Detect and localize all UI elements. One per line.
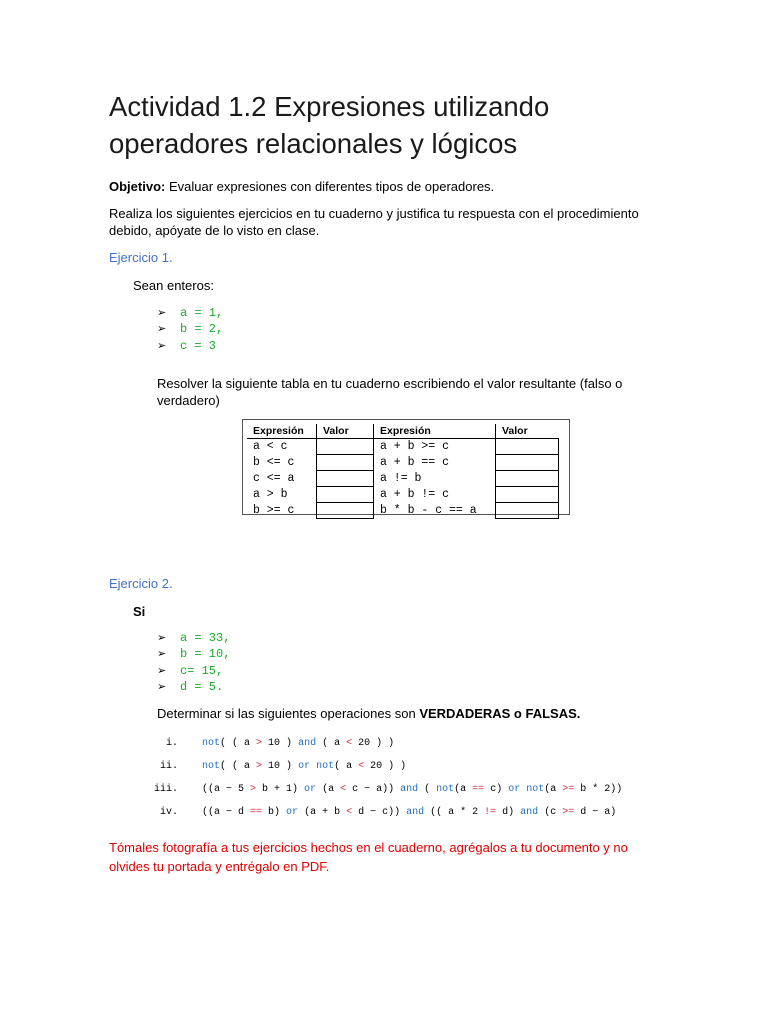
table-cell-value (317, 455, 374, 471)
instructions-line-2: debido, apóyate de lo visto en clase. (109, 223, 320, 238)
table-cell-value (317, 471, 374, 487)
exercise-1-bullets (157, 305, 223, 354)
table-cell-value (496, 503, 559, 519)
operation-expression: not( ( a > 10 ) or not( a < 20 ) ) (202, 761, 407, 772)
table-cell-expression: b * b - c == a (374, 503, 496, 519)
title-line-1: Actividad 1.2 Expresiones utilizando (109, 91, 550, 122)
bullet-item: ➢ a = 1, (157, 306, 224, 320)
table-cell-value (496, 471, 559, 487)
table-cell-expression: c <= a (253, 472, 295, 485)
header-value: Valor (317, 424, 374, 439)
operation-item: ii. (159, 761, 178, 772)
operation-item: i. (165, 738, 178, 749)
instructions-line-1: Realiza los siguientes ejercicios en tu cuaderno y justifica tu respuesta con el procedimiento (109, 206, 639, 221)
arrow-bullet-icon: ➢ (157, 647, 167, 661)
footer-note (109, 838, 669, 876)
task-bold-text: VERDADERAS o FALSAS. (419, 706, 581, 721)
arrow-bullet-icon: ➢ (157, 663, 167, 677)
objective (109, 178, 494, 195)
table-row (247, 503, 558, 519)
task-line-1: Resolver la siguiente tabla en tu cuaderno escribiendo el valor resultante (falso o (157, 376, 623, 391)
bullet-item: ➢ b = 2, (157, 322, 224, 337)
objective-label: Objetivo: (109, 179, 166, 194)
header-value: Valor (496, 424, 559, 439)
exercise-2-intro: Si (133, 604, 146, 619)
arrow-bullet-icon: ➢ (157, 631, 167, 644)
header-expression: Expresión (247, 424, 317, 439)
table-cell-expression: a > b (253, 488, 288, 501)
operation-item: iii. (153, 784, 178, 795)
exercise-1-task (157, 375, 657, 409)
bullet-item: ➢ c= 15, (157, 663, 224, 678)
table-cell-value (496, 455, 559, 471)
table-cell-expression: b <= c (253, 456, 295, 469)
operation-expression: ((a − d == b) or (a + b < d − c)) and (( a * 2 != d) and (c >= d − a) (202, 807, 617, 818)
expressions-table (242, 419, 570, 515)
arrow-bullet-icon: ➢ (157, 679, 167, 693)
table-row (247, 439, 558, 455)
table-cell-expression: a != b (374, 471, 496, 487)
header-expression: Expresión (374, 424, 496, 439)
task-line-2: verdadero) (157, 393, 220, 408)
operation-expression: not( ( a > 10 ) and ( a < 20 ) ) (202, 738, 395, 749)
exercise-2-heading: Ejercicio 2. (109, 576, 173, 591)
exercise-1-intro: Sean enteros: (133, 278, 214, 293)
bullet-item: ➢ a = 33, (157, 631, 231, 645)
operation-item: iv. (159, 807, 178, 818)
table-cell-expression: a < c (253, 440, 288, 454)
bullet-item: ➢ c = 3 (157, 338, 217, 353)
table-cell-value (496, 439, 559, 455)
table-cell-expression: a + b == c (374, 455, 496, 471)
table-row (247, 487, 558, 503)
arrow-bullet-icon: ➢ (157, 306, 167, 319)
table-cell-value (496, 487, 559, 503)
exercise-2-task (157, 705, 580, 722)
bullet-item: ➢ d = 5. (157, 679, 224, 694)
bullet-item: ➢ b = 10, (157, 647, 231, 662)
operations-list (124, 738, 644, 828)
page-title (109, 88, 709, 162)
footer-line-1: Tómales fotografía a tus ejercicios hechos en el cuaderno, agrégalos a tu documento y no (109, 840, 628, 855)
arrow-bullet-icon: ➢ (157, 322, 167, 336)
objective-text: Evaluar expresiones con diferentes tipos de operadores. (168, 179, 495, 194)
table-cell-expression: a + b >= c (374, 439, 496, 455)
operation-expression: ((a − 5 > b + 1) or (a < c − a)) and ( not(a == c) or not(a >= b * 2)) (202, 784, 623, 795)
table-row (247, 455, 558, 471)
table-row (247, 471, 558, 487)
title-line-2: operadores relacionales y lógicos (109, 128, 518, 159)
instructions (109, 205, 669, 239)
task-text: Determinar si las siguientes operaciones son (157, 706, 420, 721)
table-cell-expression: a + b != c (374, 487, 496, 503)
table-cell-value (317, 439, 374, 455)
table-cell-expression: b >= c (253, 504, 295, 517)
table-cell-value (317, 487, 374, 503)
arrow-bullet-icon: ➢ (157, 338, 167, 352)
footer-line-2: olvides tu portada y entrégalo en PDF. (109, 859, 330, 874)
exercise-1-heading: Ejercicio 1. (109, 250, 173, 265)
exercise-2-bullets (157, 630, 230, 695)
table-cell-value (317, 503, 374, 519)
